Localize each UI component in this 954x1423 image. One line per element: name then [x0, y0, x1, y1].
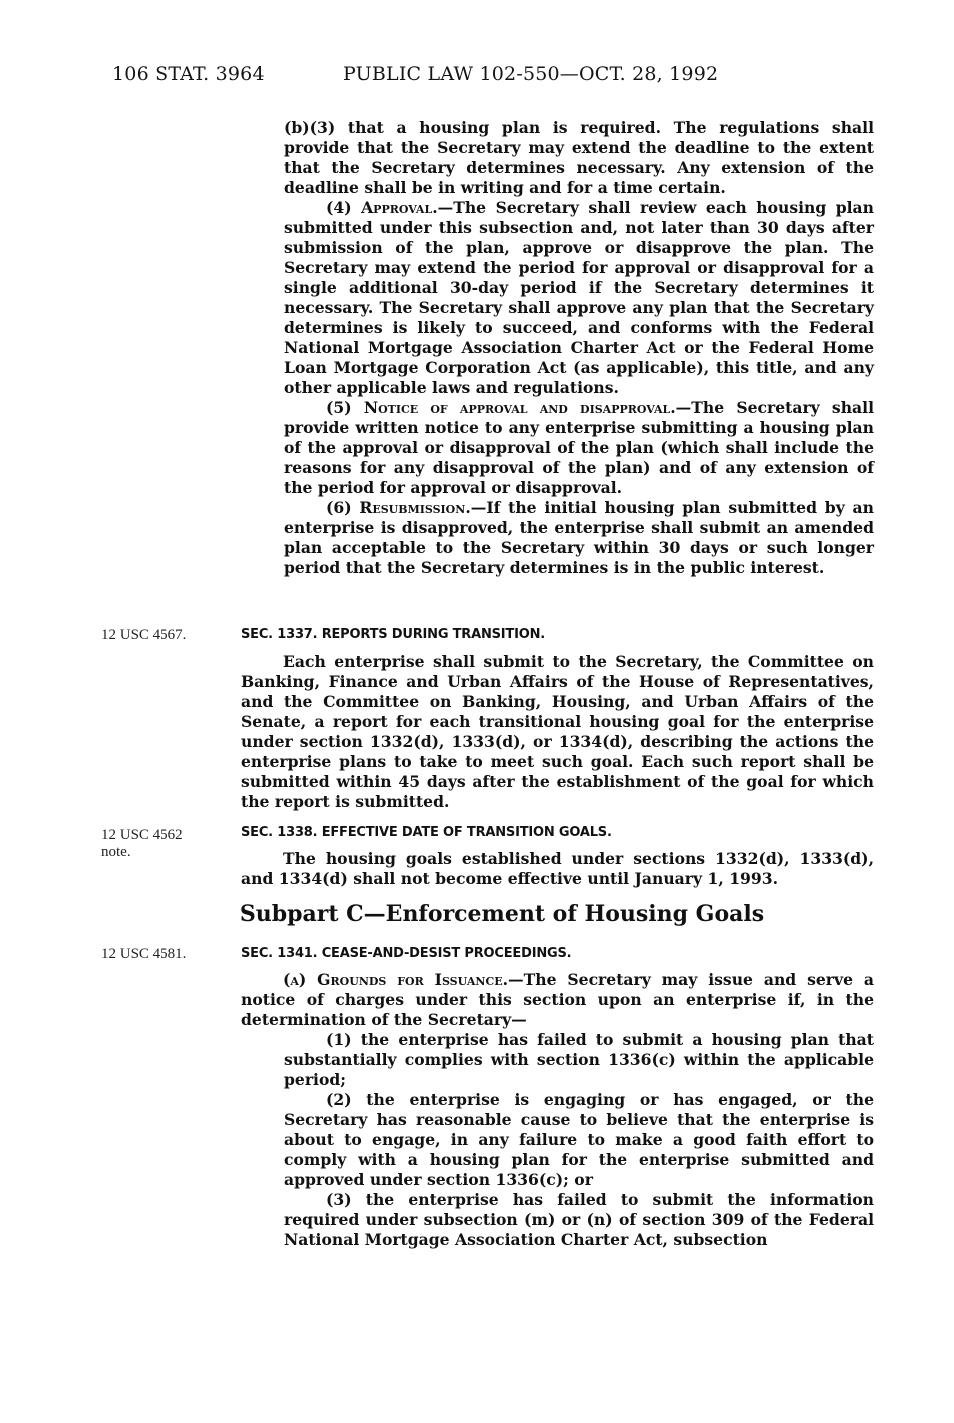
public-law-citation: PUBLIC LAW 102-550—OCT. 28, 1992	[343, 63, 719, 85]
section-1337-text: Each enterprise shall submit to the Secretary, the Committee on Banking, Finance and Urban Affairs of the House of Representatives, and the Committee on Banking, Housing, and Urban Affairs of the Senate, a report for each transitional housing goal for the enterprise under section 1332(d), 1333(d), or 1334(d), describing the actions the enterprise plans to take to meet such goal. Each such report shall be submitted within 45 days after the establishment of the goal for which the report is submitted.	[241, 652, 874, 811]
list-item: (2) the enterprise is engaging or has engaged, or the Secretary has reasonable cause to believe that the enterprise is about to engage, in any failure to make a good faith effort to comply with a housing plan for the enterprise submitted and approved under section 1336(c); or	[284, 1090, 874, 1189]
subsection-heading: (a) Grounds for Issuance.	[283, 970, 509, 989]
paragraph-heading: (6) Resubmission.	[326, 498, 471, 517]
continued-subsection	[284, 118, 874, 578]
subsection-a-grounds	[241, 970, 874, 1030]
margin-note-usc-4562	[101, 827, 183, 861]
section-1341-items	[284, 1030, 874, 1250]
paragraph-heading: (4) Approval.	[326, 198, 438, 217]
list-item: (3) the enterprise has failed to submit the information required under subsection (m) or (n) of section 309 of the Federal National Mortgage Association Charter Act, subsection	[284, 1190, 874, 1249]
paragraph-approval	[284, 198, 874, 398]
margin-note-line: 12 USC 4562	[101, 827, 183, 843]
margin-note-usc-4567: 12 USC 4567.	[101, 627, 187, 643]
subsection-text: —The Secretary may issue and serve a notice of charges under this section upon an enterprise if, in the determination of the Secretary—	[241, 970, 874, 1029]
paragraph-text: —The Secretary shall review each housing plan submitted under this subsection and, not later than 30 days after submission of the plan, approve or disapprove the plan. The Secretary may extend the period for approval or disapproval for a single additional 30-day period if the Secretary determines it necessary. The Secretary shall approve any plan that the Secretary determines is likely to succeed, and conforms with the Federal National Mortgage Association Charter Act or the Federal Home Loan Mortgage Corporation Act (as applicable), this title, and any other applicable laws and regulations.	[284, 198, 875, 397]
section-1338-text: The housing goals established under sections 1332(d), 1333(d), and 1334(d) shall not become effective until January 1, 1993.	[241, 849, 874, 888]
paragraph-text: —If the initial housing plan submitted by an enterprise is disapproved, the enterprise shall submit an amended plan acceptable to the Secretary within 30 days or such longer period that the Secretary determines is in the public interest.	[284, 498, 874, 577]
margin-note-usc-4581: 12 USC 4581.	[101, 946, 187, 962]
section-1341-heading: SEC. 1341. CEASE-AND-DESIST PROCEEDINGS.	[241, 946, 572, 961]
paragraph-notice	[284, 398, 874, 498]
paragraph-b3-continued: (b)(3) that a housing plan is required. The regulations shall provide that the Secretary may extend the deadline to the extent that the Secretary determines necessary. Any extension of the deadline shall be in writing and for a time certain.	[284, 118, 874, 197]
paragraph-heading: (5) Notice of approval and disapproval.	[326, 398, 676, 417]
section-1338-body	[241, 849, 874, 889]
section-1341-body	[241, 970, 874, 1030]
section-1337-body	[241, 652, 874, 812]
margin-note-line: note.	[101, 844, 131, 860]
section-1338-heading: SEC. 1338. EFFECTIVE DATE OF TRANSITION GOALS.	[241, 825, 612, 840]
paragraph-text: —The Secretary shall provide written notice to any enterprise submitting a housing plan of the approval or disapproval of the plan (which shall include the reasons for any disapproval of the plan) and of any extension of the period for approval or disapproval.	[284, 398, 874, 497]
paragraph-resubmission	[284, 498, 874, 578]
statute-page-number: 106 STAT. 3964	[112, 63, 265, 85]
list-item: (1) the enterprise has failed to submit a housing plan that substantially complies with section 1336(c) within the applicable period;	[284, 1030, 874, 1089]
subpart-title: Subpart C—Enforcement of Housing Goals	[239, 901, 765, 927]
page-header	[0, 63, 954, 93]
section-1337-heading: SEC. 1337. REPORTS DURING TRANSITION.	[241, 627, 546, 642]
